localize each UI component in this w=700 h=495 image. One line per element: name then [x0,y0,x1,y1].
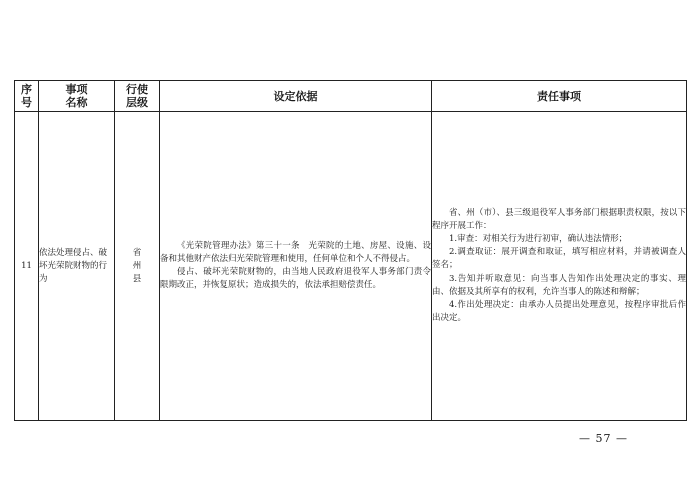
basis-paragraph: 侵占、破坏光荣院财物的，由当地人民政府退役军人事务部门责令限期改正，并恢复原状；造成损失的，依法承担赔偿责任。 [160,267,431,291]
header-level-line2: 层级 [126,96,148,109]
responsibility-paragraph: 3.告知并听取意见：向当事人告知作出处理决定的事实、理由、依据及其所享有的权利，允许当事人的陈述和辩解； [432,273,686,297]
table-header-row [15,81,687,112]
page-number: — 57 — [579,432,628,445]
row-level [115,112,160,421]
header-level-line1: 行使 [126,83,148,96]
row-responsibility [432,112,687,421]
responsibility-paragraph: 4.作出处理决定：由承办人员提出处理意见，按程序审批后作出决定。 [432,300,686,324]
header-item-line2: 名称 [65,96,88,109]
header-item [39,81,115,112]
header-basis: 设定依据 [160,81,432,112]
responsibility-paragraph: 省、州（市）、县三级退役军人事务部门根据职责权限，按以下程序开展工作： [432,207,686,231]
row-level-text: 省州县 [132,247,142,284]
header-item-line1: 事项 [65,83,88,96]
responsibility-paragraph: 1.审查：对相关行为进行初审，确认违法情形； [449,233,628,244]
header-responsibility: 责任事项 [432,81,687,112]
row-item-name: 依法处理侵占、破坏光荣院财物的行为 [39,112,115,421]
header-level [115,81,160,112]
table-row [15,112,687,421]
responsibility-table [14,80,687,421]
header-no [15,81,39,112]
responsibility-paragraph: 2.调查取证：展开调查和取证，填写相应材料，并请被调查人签名； [432,247,686,271]
row-basis [160,112,432,421]
responsibility-table-sheet [14,80,686,421]
header-no-line2: 号 [21,96,32,109]
header-no-line1: 序 [21,83,32,96]
row-number: 11 [15,112,39,421]
basis-paragraph: 《光荣院管理办法》第三十一条 光荣院的土地、房屋、设施、设备和其他财产依法归光荣院管理和使用，任何单位和个人不得侵占。 [160,240,431,264]
